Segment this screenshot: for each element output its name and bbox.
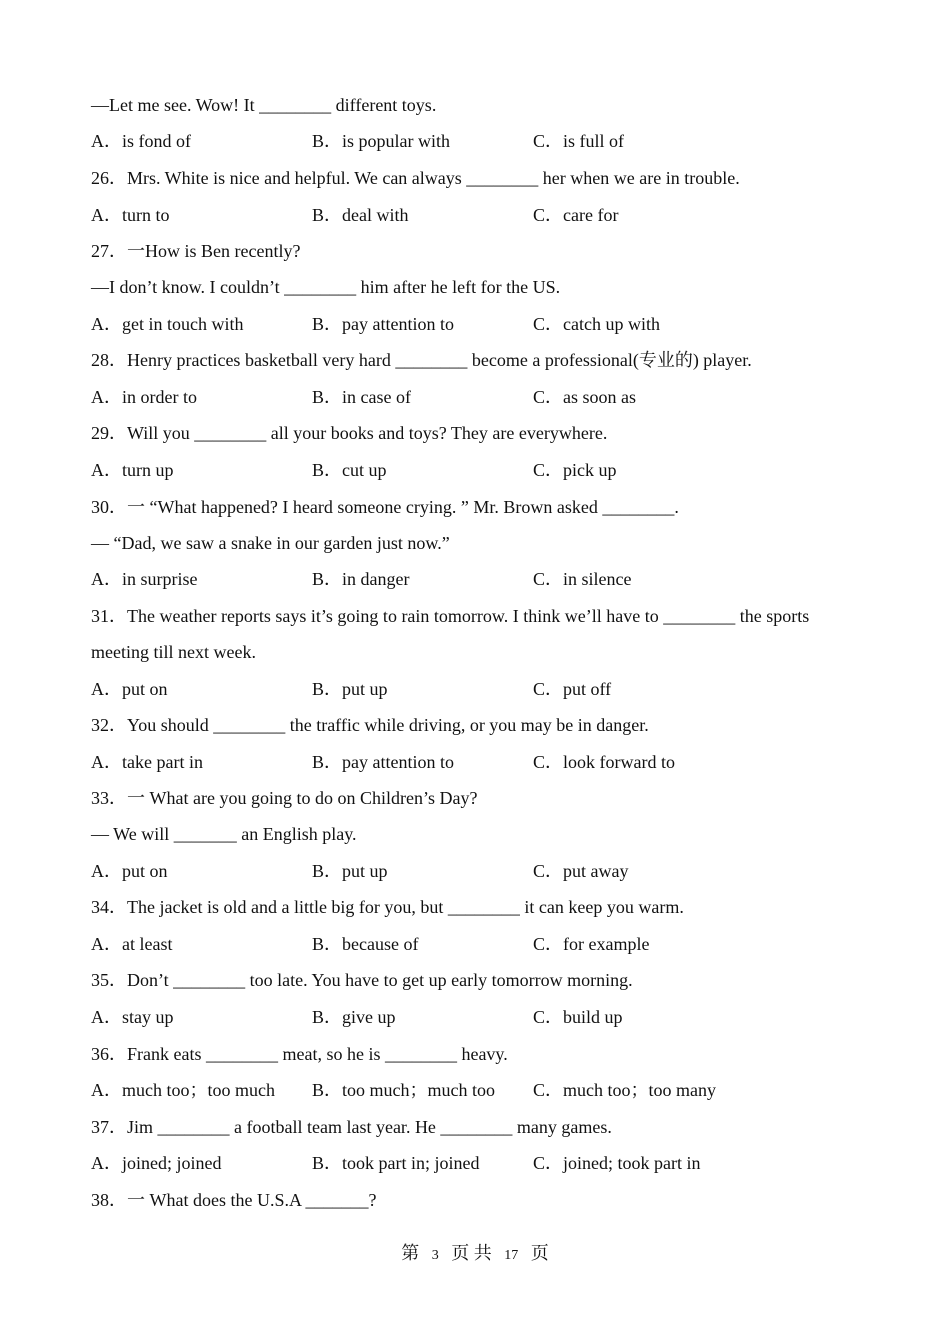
question-26-options <box>91 204 891 226</box>
option-c: C．catch up with <box>533 314 660 334</box>
option-a: A．in order to <box>91 387 197 407</box>
option-a: A．turn up <box>91 460 174 480</box>
question-33: 33．一 What are you going to do on Children’s Day? <box>91 788 478 808</box>
page-footer <box>0 1242 950 1267</box>
option-c: C．pick up <box>533 460 617 480</box>
question-38: 38．一 What does the U.S.A _______? <box>91 1190 377 1210</box>
option-c: C．build up <box>533 1007 623 1027</box>
question-33-options <box>91 860 891 882</box>
option-a: A．take part in <box>91 752 203 772</box>
footer-middle: 页 共 <box>451 1243 492 1263</box>
option-b: B．put up <box>312 861 388 881</box>
option-a: A．at least <box>91 934 173 954</box>
option-c: C．is full of <box>533 131 625 151</box>
option-c: C．care for <box>533 205 619 225</box>
option-a: A．get in touch with <box>91 314 244 334</box>
option-c: C．put away <box>533 861 629 881</box>
total-pages-number: 17 <box>504 1248 519 1263</box>
option-c: C．put off <box>533 679 612 699</box>
option-b: B．give up <box>312 1007 396 1027</box>
option-b: B．in case of <box>312 387 411 407</box>
question-34-options <box>91 933 891 955</box>
footer-suffix: 页 <box>530 1243 549 1263</box>
question-27: 27．一How is Ben recently? <box>91 241 301 261</box>
question-37: 37．Jim ________ a football team last year. He ________ many games. <box>91 1117 612 1137</box>
option-b: B．too much；much too <box>312 1080 495 1100</box>
option-c: C．much too；too many <box>533 1080 716 1100</box>
question-36-options <box>91 1079 891 1101</box>
option-b: B．is popular with <box>312 131 450 151</box>
option-c: C．in silence <box>533 569 632 589</box>
option-b: B．deal with <box>312 205 409 225</box>
option-a: A．much too；too much <box>91 1080 275 1100</box>
current-page-number: 3 <box>431 1248 439 1263</box>
option-c: C．as soon as <box>533 387 636 407</box>
question-27-options <box>91 313 891 335</box>
option-a: A．joined; joined <box>91 1153 222 1173</box>
option-b: B．pay attention to <box>312 314 454 334</box>
question-32-options <box>91 751 891 773</box>
option-c: C．look forward to <box>533 752 675 772</box>
option-a: A．is fond of <box>91 131 191 151</box>
question-35-options <box>91 1006 891 1028</box>
question-27-reply: —I don’t know. I couldn’t ________ him after he left for the US. <box>91 277 561 297</box>
option-a: A．stay up <box>91 1007 174 1027</box>
question-37-options <box>91 1152 891 1174</box>
option-b: B．in danger <box>312 569 410 589</box>
question-35: 35．Don’t ________ too late. You have to get up early tomorrow morning. <box>91 970 633 990</box>
question-36: 36．Frank eats ________ meat, so he is ________ heavy. <box>91 1044 508 1064</box>
question-28: 28．Henry practices basketball very hard ________ become a professional(专业的) player. <box>91 350 752 370</box>
option-a: A．put on <box>91 861 168 881</box>
option-b: B．because of <box>312 934 419 954</box>
option-b: B．cut up <box>312 460 387 480</box>
option-c: C．joined; took part in <box>533 1153 701 1173</box>
question-25-options <box>91 130 891 152</box>
question-25-continuation: —Let me see. Wow! It ________ different toys. <box>91 95 437 115</box>
option-a: A．put on <box>91 679 168 699</box>
question-28-options <box>91 386 891 408</box>
question-31-continuation: meeting till next week. <box>91 642 256 662</box>
question-31: 31．The weather reports says it’s going to rain tomorrow. I think we’ll have to ________ the sports <box>91 606 810 626</box>
question-29: 29．Will you ________ all your books and toys? They are everywhere. <box>91 423 608 443</box>
question-30-options <box>91 568 891 590</box>
question-26: 26．Mrs. White is nice and helpful. We can always ________ her when we are in trouble. <box>91 168 740 188</box>
question-33-reply: — We will _______ an English play. <box>91 824 357 844</box>
option-b: B．took part in; joined <box>312 1153 480 1173</box>
option-a: A．turn to <box>91 205 170 225</box>
option-b: B．put up <box>312 679 388 699</box>
question-31-options <box>91 678 891 700</box>
option-c: C．for example <box>533 934 650 954</box>
question-32: 32．You should ________ the traffic while driving, or you may be in danger. <box>91 715 649 735</box>
question-34: 34．The jacket is old and a little big for you, but ________ it can keep you warm. <box>91 897 684 917</box>
option-a: A．in surprise <box>91 569 198 589</box>
footer-prefix: 第 <box>401 1243 420 1263</box>
question-30: 30．一 “What happened? I heard someone crying. ” Mr. Brown asked ________. <box>91 497 679 517</box>
option-b: B．pay attention to <box>312 752 454 772</box>
question-30-reply: — “Dad, we saw a snake in our garden just now.” <box>91 533 450 553</box>
question-29-options <box>91 459 891 481</box>
